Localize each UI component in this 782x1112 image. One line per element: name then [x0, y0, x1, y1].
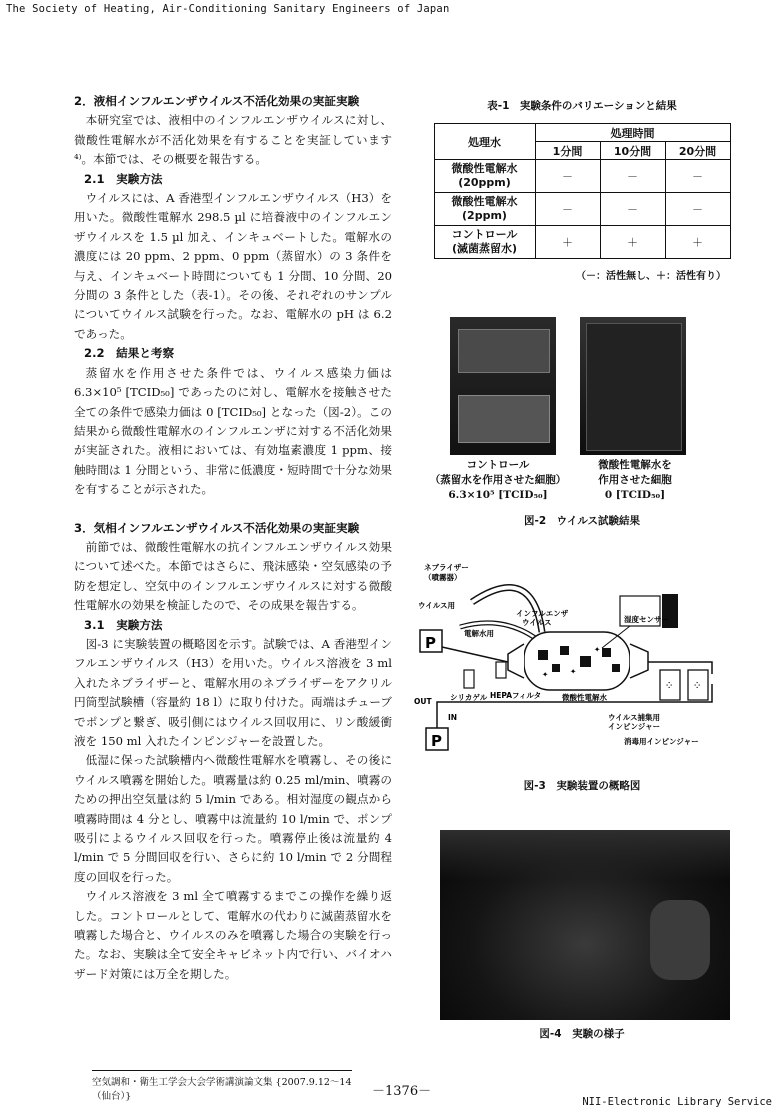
svg-text:インフルエンザ: インフルエンザ — [516, 609, 569, 618]
fig2-right-label: 微酸性電解水を 作用させた細胞 0 [TCID₅₀] — [598, 459, 672, 501]
table1-time-10: 10分間 — [600, 142, 665, 160]
fig4-caption: 図-4 実験の様子 — [539, 1028, 625, 1040]
table-row: 微酸性電解水 (20ppm) － － － — [434, 160, 730, 193]
acrylic-chamber — [524, 632, 630, 690]
svg-text:✦: ✦ — [594, 645, 601, 654]
footer-proceedings: 空気調和・衛生工学会大会学術講演論文集 {2007.9.12～14（仙台）} — [92, 1070, 352, 1102]
section2-paragraph: 本研究室では、液相中のインフルエンザウイルスに対し、微酸性電解水が不活化効果を有することを実証しています⁴⁾。本節では、その概要を報告する。 — [74, 113, 392, 167]
table-row: 微酸性電解水 (2ppm) － － － — [434, 193, 730, 226]
table1-caption: 表-1 実験条件のバリエーションと結果 — [487, 100, 677, 112]
table1-header-treat: 処理水 — [434, 124, 535, 160]
section3-paragraph: ウイルス溶液を 3 ml 全て噴霧するまでこの操作を繰り返した。コントロールとして、電解水の代わりに滅菌蒸留水を噴霧した場合と、ウイルスのみを噴霧した場合の実験を行った。なお、実験は全て安全キャビネット内で行い、バイオハザード対策には万全を期した。 — [74, 889, 392, 981]
section3-paragraph: 低湿に保った試験槽内へ微酸性電解水を噴霧し、その後にウイルス噴霧を開始した。噴霧量は約 0.25 ml/min、噴霧のための押出空気量は約 5 l/min である。相対湿度の観点から噴霧時間は 4 分とし、噴霧中は流量約 10 l/min で、ポンプ吸引によるウイルス回収を行った。噴霧停止後は流量約 4 l/min で 5 分間回収を行い、さらに約 10 l/min で 2 分間程度の回収を行った。 — [74, 753, 392, 884]
svg-text:（噴霧器）: （噴霧器） — [424, 573, 462, 582]
section2-heading: 2．液相インフルエンザウイルス不活化効果の実証実験 — [74, 94, 360, 108]
svg-text:ウイルス用: ウイルス用 — [418, 601, 456, 610]
page-number: －1376－ — [372, 1084, 432, 1099]
section3-paragraph: 前節では、微酸性電解水の抗インフルエンザウイルス効果について述べた。本節ではさらに、飛沫感染・空気感染の予防を想定し、空気中のインフルエンザウイルスに対する微酸性電解水の効果を検証したので、その成果を報告する。 — [74, 539, 392, 613]
section2-paragraph: 蒸留水を作用させた条件では、ウイルス感染力価は 6.3×10⁵ [TCID₅₀] であったのに対し、電解水を接触させた全ての条件で感染力価は 0 [TCID₅₀] となった（図-2）。この結果から微酸性電解水のインフルエンザに対する不活化効果が実証された。液相においては、有効塩素濃度 1 ppm、接触時間は 1 分間という、非常に低濃度・短時間で十分な効果を有することが示された。 — [74, 365, 392, 497]
photo-control-cells — [450, 317, 556, 455]
table1 — [434, 123, 731, 259]
svg-text:HEPAフィルタ: HEPAフィルタ — [490, 691, 542, 700]
section3-paragraph: 図-3 に実験装置の概略図を示す。試験では、A 香港型インフルエンザウイルス（H3）を用いた。ウイルス溶液を 3 ml 入れたネブライザーと、電解水用のネブライザーをアクリル円筒型試験槽（容量約 18 l）に取り付けた。両端はチューブでポンプと繋ぎ、吸引側にはウイルス回収用に、リン酸緩衝液を 150 ml 入れたインピンジャーを設置した。 — [74, 636, 392, 748]
left-column — [74, 92, 392, 984]
svg-text:OUT: OUT — [414, 697, 432, 706]
silica-gel — [464, 670, 474, 688]
svg-text:IN: IN — [448, 713, 458, 722]
table1-time-1: 1分間 — [535, 142, 600, 160]
subsection-2-1: 2.1 実験方法 — [84, 171, 163, 186]
svg-text:電解水用: 電解水用 — [464, 629, 494, 638]
photo-electrolyzed-cells — [580, 317, 686, 455]
table1-time-20: 20分間 — [665, 142, 730, 160]
svg-text:✦: ✦ — [570, 667, 577, 676]
svg-text:インピンジャー: インピンジャー — [608, 722, 661, 731]
table1-note: （－：活性無し、＋：活性有り） — [576, 271, 726, 282]
svg-text:✦: ✦ — [542, 670, 549, 679]
subsection-3-1: 3.1 実験方法 — [84, 617, 163, 632]
svg-text:湿度センサー: 湿度センサー — [624, 615, 669, 624]
fig2-caption: 図-2 ウイルス試験結果 — [523, 515, 641, 527]
fig3-apparatus-diagram — [412, 552, 752, 772]
experiment-photo — [440, 830, 730, 1020]
fig3-caption: 図-3 実験装置の概略図 — [523, 780, 641, 792]
table-row: コントロール (滅菌蒸留水) ＋ ＋ ＋ — [434, 226, 730, 259]
section3-heading: 3．気相インフルエンザウイルス不活化効果の実証実験 — [74, 520, 360, 535]
subsection-2-2: 2.2 結果と考察 — [84, 346, 175, 361]
svg-text:消毒用インピンジャー: 消毒用インピンジャー — [624, 737, 699, 746]
fig2-left-label: コントロール （蒸留水を作用させた細胞） 6.3×10⁵ [TCID₅₀] — [429, 459, 567, 501]
svg-text:微酸性電解水: 微酸性電解水 — [562, 693, 607, 702]
footer-library: NII-Electronic Library Service — [582, 1096, 772, 1108]
svg-text:ネブライザー: ネブライザー — [424, 563, 469, 572]
table1-header-time: 処理時間 — [535, 124, 730, 142]
svg-text:シリカゲル: シリカゲル — [450, 693, 488, 702]
svg-text:⁘: ⁘ — [666, 681, 673, 690]
svg-text:ウイルス捕集用: ウイルス捕集用 — [608, 713, 661, 722]
hepa-filter — [496, 662, 506, 678]
svg-text:ウイルス: ウイルス — [522, 618, 552, 627]
svg-text:P: P — [425, 634, 436, 652]
table1-block — [412, 98, 752, 282]
svg-text:P: P — [431, 732, 442, 750]
section2-paragraph: ウイルスには、A 香港型インフルエンザウイルス（H3）を用いた。微酸性電解水 298.5 µl に培養液中のインフルエンザウイルスを 1.5 µl 加え、インキュベートした。電解水の濃度には 20 ppm、2 ppm、0 ppm（蒸留水）の 3 条件を与え、インキュベート時間についても 1 分間、10 分間、20 分間の 3 条件とした（表-1）。その後、それぞれのサンプルについてウイルス試験を行った。なお、電解水の pH は 6.2 であった。 — [74, 191, 392, 341]
svg-text:⁘: ⁘ — [694, 681, 701, 690]
page-header: The Society of Heating, Air-Conditioning Sanitary Engineers of Japan — [6, 3, 450, 15]
